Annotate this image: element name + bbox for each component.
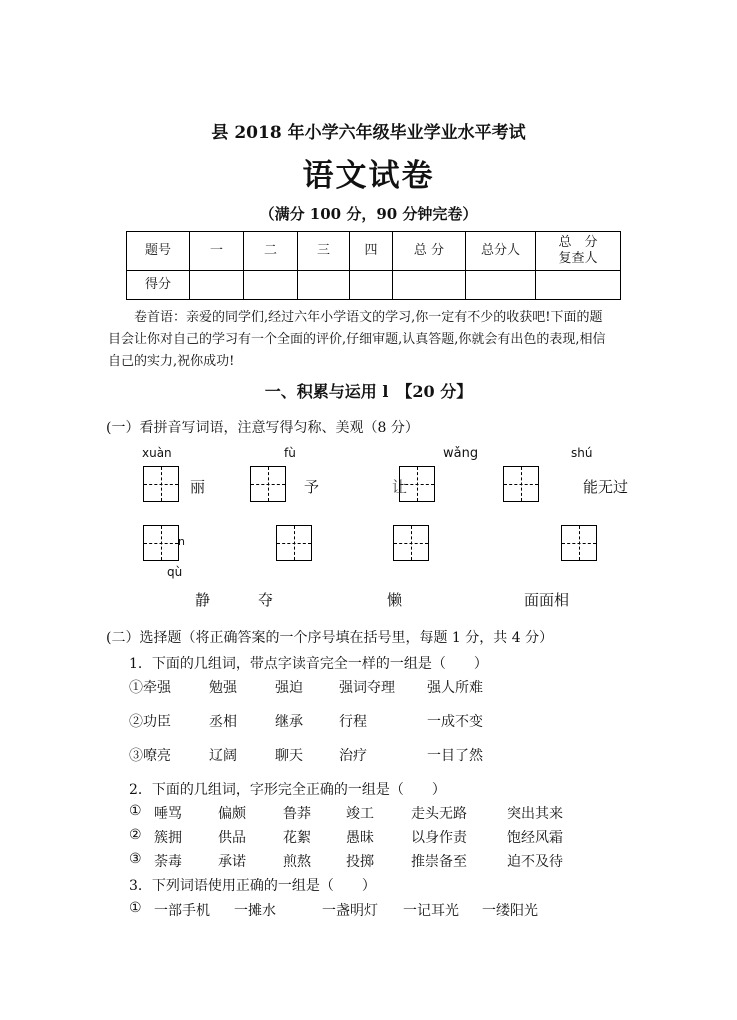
pinyin-label: shú xyxy=(571,446,593,460)
word-fragment: 能无过 xyxy=(583,478,629,496)
word-fragment: 予 xyxy=(304,478,320,496)
score-cell[interactable] xyxy=(536,271,621,300)
option-word: 强迫 xyxy=(275,680,303,696)
intro-line: 卷首语：亲爱的同学们,经过六年小学语文的学习,你一定有不少的收获吧!下面的题 xyxy=(134,310,603,325)
option-word: 花絮 xyxy=(283,830,311,846)
score-table-header: 三 xyxy=(298,232,350,271)
option-word: 供品 xyxy=(218,830,246,846)
option-word: 辽阔 xyxy=(209,748,237,764)
score-table-header: 一 xyxy=(190,232,244,271)
section-title: 一、积累与运用 l 【20 分】 xyxy=(264,382,473,401)
option-word: ③嘹亮 xyxy=(129,748,171,764)
option-word: 迫不及待 xyxy=(507,854,563,870)
option-marker: ① xyxy=(129,803,142,819)
score-table-header: 四 xyxy=(350,232,393,271)
option-word: 一盏明灯 xyxy=(322,903,378,919)
score-table-header: 二 xyxy=(244,232,298,271)
question-stem: 3．下列词语使用正确的一组是（ ） xyxy=(129,878,376,894)
part2-heading: (二）选择题（将正确答案的一个序号填在括号里，每题 1 分，共 4 分） xyxy=(106,630,554,646)
option-word: 推崇备至 xyxy=(411,854,467,870)
option-marker: ③ xyxy=(129,851,142,867)
score-cell[interactable] xyxy=(350,271,393,300)
option-word: 一部手机 xyxy=(154,903,210,919)
option-word: 丞相 xyxy=(209,714,237,730)
option-word: 聊天 xyxy=(275,748,303,764)
option-word: 强词夺理 xyxy=(339,680,395,696)
score-table-header-line: 总 分 xyxy=(558,235,598,250)
option-word: 治疗 xyxy=(339,748,367,764)
option-word: 竣工 xyxy=(346,806,374,822)
option-word: 行程 xyxy=(339,714,367,730)
score-cell[interactable] xyxy=(298,271,350,300)
score-table xyxy=(126,231,621,300)
score-cell[interactable] xyxy=(190,271,244,300)
option-word: 一目了然 xyxy=(427,748,483,764)
option-word: 强人所难 xyxy=(427,680,483,696)
writing-box[interactable] xyxy=(561,525,597,561)
pinyin-label: wǎng xyxy=(443,446,479,461)
score-cell[interactable] xyxy=(466,271,536,300)
option-word: 唾骂 xyxy=(154,806,182,822)
option-word: 愚昧 xyxy=(346,830,374,846)
word-fragment: 静 xyxy=(195,591,211,609)
option-word: 饱经风霜 xyxy=(507,830,563,846)
option-word: 簇拥 xyxy=(154,830,182,846)
writing-box[interactable] xyxy=(393,525,429,561)
option-word: 以身作责 xyxy=(411,830,467,846)
intro-line: 目会让你对自己的学习有一个全面的评价,仔细审题,认真答题,你就会有出色的表现,相信 xyxy=(108,332,606,347)
score-row-label: 得分 xyxy=(127,271,190,300)
writing-box[interactable] xyxy=(276,525,312,561)
word-fragment: 丽 xyxy=(190,478,206,496)
option-word: 一缕阳光 xyxy=(482,903,538,919)
writing-box[interactable] xyxy=(143,466,179,502)
question-stem: 2．下面的几组词，字形完全正确的一组是（ ） xyxy=(129,782,446,798)
word-fragment: 懒 xyxy=(387,591,403,609)
option-marker: ② xyxy=(129,827,142,843)
writing-box[interactable] xyxy=(503,466,539,502)
option-word: 鲁莽 xyxy=(283,806,311,822)
question-stem: 1．下面的几组词，带点字读音完全一样的一组是（ ） xyxy=(129,656,488,672)
word-fragment: 面面相 xyxy=(524,591,570,609)
option-word: 一摊水 xyxy=(234,903,276,919)
score-cell[interactable] xyxy=(393,271,466,300)
score-table-header: 总 分 xyxy=(393,232,466,271)
score-cell[interactable] xyxy=(244,271,298,300)
writing-box[interactable] xyxy=(250,466,286,502)
writing-box[interactable] xyxy=(143,525,179,561)
option-word: 煎熬 xyxy=(283,854,311,870)
page-title: 语文试卷 xyxy=(302,158,435,194)
option-word: ①牵强 xyxy=(129,680,171,696)
pinyin-label: fù xyxy=(284,446,296,460)
option-word: 荼毒 xyxy=(154,854,182,870)
intro-line: 自己的实力,祝你成功! xyxy=(108,354,235,369)
exam-header: 县 2018 年小学六年级毕业学业水平考试 xyxy=(211,123,526,143)
option-word: 投掷 xyxy=(346,854,374,870)
pinyin-fragment: n xyxy=(178,535,185,548)
pinyin-label: qù xyxy=(167,565,183,579)
option-word: 勉强 xyxy=(209,680,237,696)
option-word: 一记耳光 xyxy=(403,903,459,919)
word-fragment: 让 xyxy=(392,478,408,496)
pinyin-label: xuàn xyxy=(142,446,172,460)
score-table-header: 总分人 xyxy=(466,232,536,271)
word-fragment: 夺 xyxy=(258,591,274,609)
part1-heading: (一）看拼音写词语，注意写得匀称、美观（8 分） xyxy=(106,420,419,436)
option-word: 突出其来 xyxy=(507,806,563,822)
option-word: 偏颇 xyxy=(218,806,246,822)
option-marker: ① xyxy=(129,900,142,916)
score-table-header xyxy=(536,232,621,271)
score-table-header: 题号 xyxy=(127,232,190,271)
option-word: 继承 xyxy=(275,714,303,730)
option-word: ②功臣 xyxy=(129,714,171,730)
option-word: 走头无路 xyxy=(411,806,467,822)
option-word: 一成不变 xyxy=(427,714,483,730)
option-word: 承诺 xyxy=(218,854,246,870)
exam-subtitle: （满分 100 分，90 分钟完卷） xyxy=(259,205,478,223)
score-table-header-line: 复查人 xyxy=(558,251,598,266)
